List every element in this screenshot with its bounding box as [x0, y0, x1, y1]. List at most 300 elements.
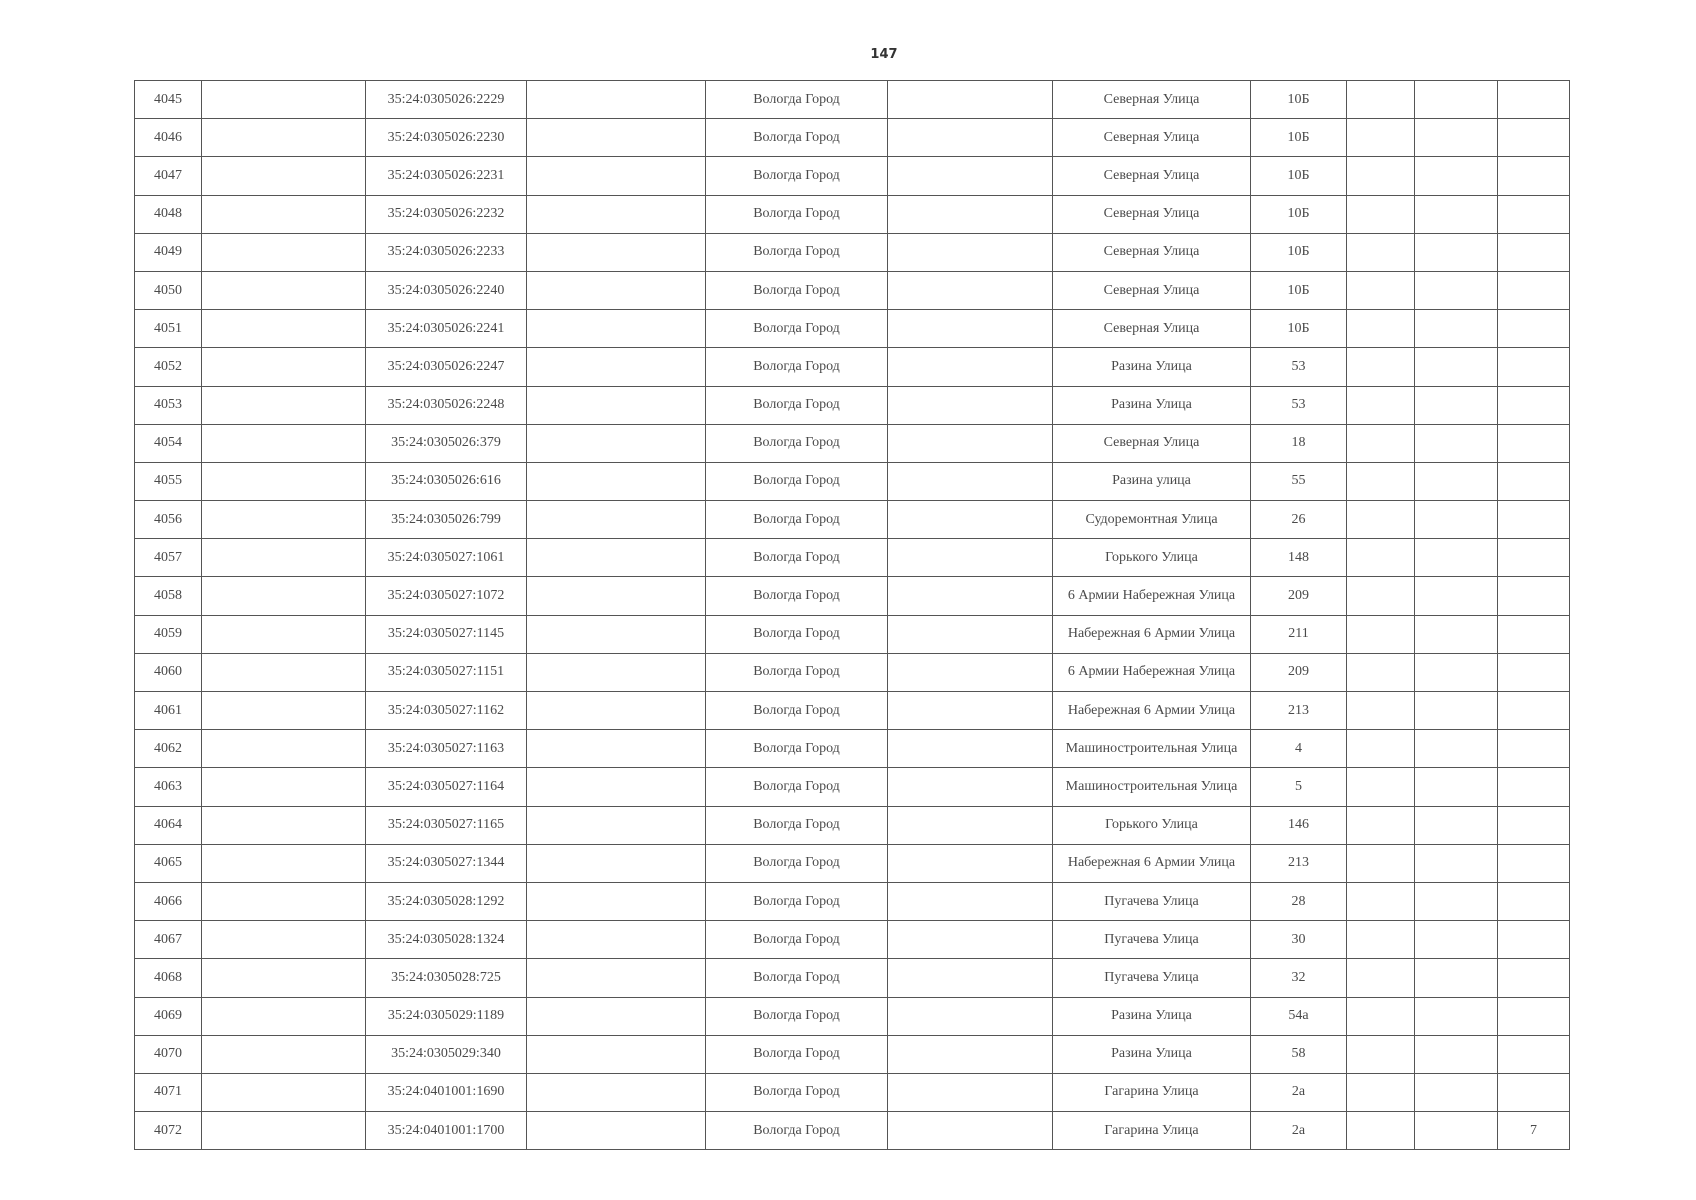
cadastral-number-cell: 35:24:0401001:1700: [366, 1112, 527, 1150]
empty-cell: [888, 1073, 1053, 1111]
empty-cell: [1347, 539, 1415, 577]
city-cell: Вологда Город: [706, 1035, 888, 1073]
empty-cell: [888, 348, 1053, 386]
empty-cell: [1347, 806, 1415, 844]
empty-cell: [202, 577, 366, 615]
cadastral-number-cell: 35:24:0305027:1163: [366, 730, 527, 768]
empty-cell: [202, 768, 366, 806]
street-cell: Северная Улица: [1053, 81, 1251, 119]
empty-cell: [1347, 615, 1415, 653]
house-number-cell: 28: [1251, 882, 1347, 920]
empty-cell: [527, 348, 706, 386]
empty-cell: [527, 195, 706, 233]
empty-cell: [527, 921, 706, 959]
empty-cell: [888, 233, 1053, 271]
empty-cell: [888, 81, 1053, 119]
empty-cell: [1347, 271, 1415, 309]
empty-cell: [1415, 119, 1498, 157]
street-cell: Пугачева Улица: [1053, 882, 1251, 920]
empty-cell: [527, 424, 706, 462]
empty-cell: [888, 577, 1053, 615]
house-number-cell: 213: [1251, 844, 1347, 882]
empty-cell: [202, 81, 366, 119]
empty-cell: [202, 844, 366, 882]
row-number-cell: 4055: [135, 462, 202, 500]
empty-cell: [1347, 921, 1415, 959]
house-number-cell: 213: [1251, 692, 1347, 730]
row-number-cell: 4049: [135, 233, 202, 271]
house-number-cell: 26: [1251, 501, 1347, 539]
empty-cell: [1415, 692, 1498, 730]
extra-value-cell: [1498, 1073, 1570, 1111]
empty-cell: [1347, 310, 1415, 348]
empty-cell: [527, 768, 706, 806]
table-row: [135, 233, 1570, 271]
city-cell: Вологда Город: [706, 768, 888, 806]
extra-value-cell: [1498, 386, 1570, 424]
table-row: [135, 1112, 1570, 1150]
street-cell: Северная Улица: [1053, 195, 1251, 233]
cadastral-number-cell: 35:24:0305028:1292: [366, 882, 527, 920]
cadastral-number-cell: 35:24:0305026:2241: [366, 310, 527, 348]
cadastral-number-cell: 35:24:0305026:2229: [366, 81, 527, 119]
empty-cell: [1347, 997, 1415, 1035]
table-row: [135, 997, 1570, 1035]
empty-cell: [202, 501, 366, 539]
empty-cell: [888, 386, 1053, 424]
table-row: [135, 501, 1570, 539]
empty-cell: [202, 539, 366, 577]
city-cell: Вологда Город: [706, 271, 888, 309]
empty-cell: [527, 271, 706, 309]
house-number-cell: 2а: [1251, 1073, 1347, 1111]
extra-value-cell: [1498, 997, 1570, 1035]
empty-cell: [888, 157, 1053, 195]
empty-cell: [888, 806, 1053, 844]
cadastral-number-cell: 35:24:0305027:1151: [366, 653, 527, 691]
cadastral-number-cell: 35:24:0305027:1162: [366, 692, 527, 730]
house-number-cell: 209: [1251, 653, 1347, 691]
empty-cell: [527, 997, 706, 1035]
city-cell: Вологда Город: [706, 386, 888, 424]
empty-cell: [1347, 81, 1415, 119]
empty-cell: [888, 959, 1053, 997]
street-cell: Разина Улица: [1053, 1035, 1251, 1073]
extra-value-cell: [1498, 157, 1570, 195]
cadastral-number-cell: 35:24:0305026:379: [366, 424, 527, 462]
street-cell: 6 Армии Набережная Улица: [1053, 653, 1251, 691]
cadastral-number-cell: 35:24:0305026:2247: [366, 348, 527, 386]
empty-cell: [1415, 768, 1498, 806]
empty-cell: [202, 615, 366, 653]
extra-value-cell: [1498, 233, 1570, 271]
empty-cell: [1415, 348, 1498, 386]
table-row: [135, 615, 1570, 653]
empty-cell: [1347, 424, 1415, 462]
street-cell: Пугачева Улица: [1053, 921, 1251, 959]
empty-cell: [1347, 653, 1415, 691]
row-number-cell: 4052: [135, 348, 202, 386]
empty-cell: [202, 462, 366, 500]
cadastral-number-cell: 35:24:0305026:616: [366, 462, 527, 500]
row-number-cell: 4059: [135, 615, 202, 653]
empty-cell: [1347, 1112, 1415, 1150]
extra-value-cell: [1498, 577, 1570, 615]
extra-value-cell: [1498, 806, 1570, 844]
city-cell: Вологда Город: [706, 921, 888, 959]
empty-cell: [202, 692, 366, 730]
table-row: [135, 157, 1570, 195]
cadastral-number-cell: 35:24:0401001:1690: [366, 1073, 527, 1111]
empty-cell: [527, 119, 706, 157]
empty-cell: [527, 1073, 706, 1111]
empty-cell: [1415, 997, 1498, 1035]
empty-cell: [1347, 692, 1415, 730]
empty-cell: [202, 997, 366, 1035]
empty-cell: [888, 844, 1053, 882]
cadastral-number-cell: 35:24:0305027:1061: [366, 539, 527, 577]
city-cell: Вологда Город: [706, 615, 888, 653]
row-number-cell: 4053: [135, 386, 202, 424]
table-row: [135, 119, 1570, 157]
extra-value-cell: [1498, 424, 1570, 462]
house-number-cell: 211: [1251, 615, 1347, 653]
empty-cell: [202, 1073, 366, 1111]
cadastral-number-cell: 35:24:0305027:1072: [366, 577, 527, 615]
table-row: [135, 195, 1570, 233]
empty-cell: [1347, 233, 1415, 271]
extra-value-cell: [1498, 1035, 1570, 1073]
empty-cell: [1347, 195, 1415, 233]
empty-cell: [202, 730, 366, 768]
cadastral-number-cell: 35:24:0305026:2230: [366, 119, 527, 157]
empty-cell: [527, 81, 706, 119]
extra-value-cell: [1498, 501, 1570, 539]
street-cell: Северная Улица: [1053, 310, 1251, 348]
empty-cell: [202, 882, 366, 920]
house-number-cell: 10Б: [1251, 310, 1347, 348]
street-cell: Машиностроительная Улица: [1053, 768, 1251, 806]
house-number-cell: 58: [1251, 1035, 1347, 1073]
empty-cell: [1415, 653, 1498, 691]
empty-cell: [527, 615, 706, 653]
house-number-cell: 32: [1251, 959, 1347, 997]
empty-cell: [202, 1112, 366, 1150]
empty-cell: [527, 539, 706, 577]
empty-cell: [202, 921, 366, 959]
city-cell: Вологда Город: [706, 81, 888, 119]
empty-cell: [202, 1035, 366, 1073]
house-number-cell: 209: [1251, 577, 1347, 615]
extra-value-cell: [1498, 844, 1570, 882]
city-cell: Вологда Город: [706, 462, 888, 500]
street-cell: Разина Улица: [1053, 386, 1251, 424]
table-row: [135, 462, 1570, 500]
cadastral-number-cell: 35:24:0305029:340: [366, 1035, 527, 1073]
empty-cell: [888, 768, 1053, 806]
empty-cell: [1415, 233, 1498, 271]
extra-value-cell: [1498, 615, 1570, 653]
empty-cell: [1415, 81, 1498, 119]
city-cell: Вологда Город: [706, 310, 888, 348]
city-cell: Вологда Город: [706, 1073, 888, 1111]
extra-value-cell: [1498, 271, 1570, 309]
street-cell: Машиностроительная Улица: [1053, 730, 1251, 768]
house-number-cell: 54а: [1251, 997, 1347, 1035]
empty-cell: [1347, 959, 1415, 997]
empty-cell: [202, 233, 366, 271]
house-number-cell: 10Б: [1251, 233, 1347, 271]
empty-cell: [888, 424, 1053, 462]
empty-cell: [202, 959, 366, 997]
empty-cell: [1415, 310, 1498, 348]
row-number-cell: 4071: [135, 1073, 202, 1111]
empty-cell: [527, 577, 706, 615]
row-number-cell: 4068: [135, 959, 202, 997]
empty-cell: [202, 653, 366, 691]
empty-cell: [888, 921, 1053, 959]
street-cell: Северная Улица: [1053, 424, 1251, 462]
empty-cell: [888, 501, 1053, 539]
extra-value-cell: [1498, 692, 1570, 730]
empty-cell: [527, 959, 706, 997]
extra-value-cell: [1498, 462, 1570, 500]
empty-cell: [202, 157, 366, 195]
empty-cell: [1415, 539, 1498, 577]
page-number: 147: [870, 47, 898, 62]
table-row: [135, 577, 1570, 615]
table-row: [135, 768, 1570, 806]
cadastral-number-cell: 35:24:0305027:1344: [366, 844, 527, 882]
cadastral-number-cell: 35:24:0305028:725: [366, 959, 527, 997]
table-row: [135, 882, 1570, 920]
row-number-cell: 4047: [135, 157, 202, 195]
table-row: [135, 271, 1570, 309]
house-number-cell: 10Б: [1251, 119, 1347, 157]
city-cell: Вологда Город: [706, 882, 888, 920]
table-row: [135, 539, 1570, 577]
empty-cell: [1347, 844, 1415, 882]
empty-cell: [1347, 386, 1415, 424]
city-cell: Вологда Город: [706, 119, 888, 157]
empty-cell: [1347, 462, 1415, 500]
empty-cell: [888, 310, 1053, 348]
row-number-cell: 4046: [135, 119, 202, 157]
street-cell: Горького Улица: [1053, 539, 1251, 577]
row-number-cell: 4063: [135, 768, 202, 806]
empty-cell: [202, 195, 366, 233]
house-number-cell: 148: [1251, 539, 1347, 577]
extra-value-cell: [1498, 653, 1570, 691]
table-row: [135, 348, 1570, 386]
cadastral-number-cell: 35:24:0305026:2248: [366, 386, 527, 424]
row-number-cell: 4069: [135, 997, 202, 1035]
empty-cell: [1415, 844, 1498, 882]
extra-value-cell: [1498, 730, 1570, 768]
empty-cell: [527, 882, 706, 920]
street-cell: 6 Армии Набережная Улица: [1053, 577, 1251, 615]
city-cell: Вологда Город: [706, 539, 888, 577]
empty-cell: [527, 806, 706, 844]
street-cell: Гагарина Улица: [1053, 1112, 1251, 1150]
city-cell: Вологда Город: [706, 424, 888, 462]
property-registry-table: [134, 80, 1570, 1150]
empty-cell: [202, 806, 366, 844]
city-cell: Вологда Город: [706, 195, 888, 233]
empty-cell: [888, 997, 1053, 1035]
row-number-cell: 4051: [135, 310, 202, 348]
empty-cell: [1347, 882, 1415, 920]
city-cell: Вологда Город: [706, 844, 888, 882]
empty-cell: [1347, 768, 1415, 806]
empty-cell: [202, 348, 366, 386]
empty-cell: [888, 271, 1053, 309]
row-number-cell: 4067: [135, 921, 202, 959]
empty-cell: [1347, 501, 1415, 539]
house-number-cell: 53: [1251, 348, 1347, 386]
house-number-cell: 5: [1251, 768, 1347, 806]
empty-cell: [202, 119, 366, 157]
cadastral-number-cell: 35:24:0305027:1165: [366, 806, 527, 844]
empty-cell: [1415, 157, 1498, 195]
empty-cell: [1347, 1035, 1415, 1073]
table-row: [135, 386, 1570, 424]
cadastral-number-cell: 35:24:0305027:1164: [366, 768, 527, 806]
house-number-cell: 2а: [1251, 1112, 1347, 1150]
empty-cell: [888, 539, 1053, 577]
empty-cell: [1415, 1073, 1498, 1111]
table-row: [135, 310, 1570, 348]
street-cell: Разина улица: [1053, 462, 1251, 500]
street-cell: Судоремонтная Улица: [1053, 501, 1251, 539]
table-row: [135, 692, 1570, 730]
house-number-cell: 10Б: [1251, 81, 1347, 119]
table-row: [135, 806, 1570, 844]
empty-cell: [888, 1112, 1053, 1150]
empty-cell: [1415, 1112, 1498, 1150]
row-number-cell: 4072: [135, 1112, 202, 1150]
table-row: [135, 844, 1570, 882]
table-row: [135, 1073, 1570, 1111]
city-cell: Вологда Город: [706, 348, 888, 386]
extra-value-cell: [1498, 921, 1570, 959]
street-cell: Набережная 6 Армии Улица: [1053, 692, 1251, 730]
city-cell: Вологда Город: [706, 653, 888, 691]
extra-value-cell: [1498, 310, 1570, 348]
extra-value-cell: [1498, 119, 1570, 157]
empty-cell: [202, 310, 366, 348]
empty-cell: [527, 386, 706, 424]
empty-cell: [527, 844, 706, 882]
row-number-cell: 4050: [135, 271, 202, 309]
empty-cell: [1415, 424, 1498, 462]
table-row: [135, 921, 1570, 959]
row-number-cell: 4065: [135, 844, 202, 882]
row-number-cell: 4064: [135, 806, 202, 844]
street-cell: Северная Улица: [1053, 157, 1251, 195]
cadastral-number-cell: 35:24:0305029:1189: [366, 997, 527, 1035]
table-row: [135, 653, 1570, 691]
empty-cell: [888, 692, 1053, 730]
city-cell: Вологда Город: [706, 157, 888, 195]
empty-cell: [527, 730, 706, 768]
empty-cell: [527, 1035, 706, 1073]
city-cell: Вологда Город: [706, 959, 888, 997]
city-cell: Вологда Город: [706, 730, 888, 768]
city-cell: Вологда Город: [706, 806, 888, 844]
cadastral-number-cell: 35:24:0305026:2231: [366, 157, 527, 195]
table-row: [135, 1035, 1570, 1073]
empty-cell: [1415, 806, 1498, 844]
street-cell: Горького Улица: [1053, 806, 1251, 844]
empty-cell: [527, 157, 706, 195]
table-body: [135, 81, 1570, 1150]
empty-cell: [1415, 195, 1498, 233]
city-cell: Вологда Город: [706, 233, 888, 271]
house-number-cell: 10Б: [1251, 157, 1347, 195]
city-cell: Вологда Город: [706, 501, 888, 539]
empty-cell: [888, 462, 1053, 500]
empty-cell: [1347, 577, 1415, 615]
extra-value-cell: 7: [1498, 1112, 1570, 1150]
empty-cell: [527, 233, 706, 271]
house-number-cell: 10Б: [1251, 195, 1347, 233]
row-number-cell: 4045: [135, 81, 202, 119]
extra-value-cell: [1498, 348, 1570, 386]
empty-cell: [888, 730, 1053, 768]
street-cell: Пугачева Улица: [1053, 959, 1251, 997]
empty-cell: [888, 195, 1053, 233]
empty-cell: [888, 882, 1053, 920]
table-row: [135, 424, 1570, 462]
empty-cell: [1415, 615, 1498, 653]
empty-cell: [1415, 577, 1498, 615]
house-number-cell: 18: [1251, 424, 1347, 462]
city-cell: Вологда Город: [706, 997, 888, 1035]
house-number-cell: 53: [1251, 386, 1347, 424]
empty-cell: [888, 1035, 1053, 1073]
row-number-cell: 4062: [135, 730, 202, 768]
empty-cell: [888, 615, 1053, 653]
empty-cell: [1347, 157, 1415, 195]
empty-cell: [202, 271, 366, 309]
empty-cell: [1415, 882, 1498, 920]
empty-cell: [1347, 348, 1415, 386]
row-number-cell: 4060: [135, 653, 202, 691]
house-number-cell: 4: [1251, 730, 1347, 768]
city-cell: Вологда Город: [706, 692, 888, 730]
street-cell: Набережная 6 Армии Улица: [1053, 615, 1251, 653]
empty-cell: [202, 386, 366, 424]
extra-value-cell: [1498, 882, 1570, 920]
empty-cell: [1415, 271, 1498, 309]
extra-value-cell: [1498, 195, 1570, 233]
empty-cell: [1415, 1035, 1498, 1073]
empty-cell: [1347, 1073, 1415, 1111]
row-number-cell: 4057: [135, 539, 202, 577]
house-number-cell: 55: [1251, 462, 1347, 500]
cadastral-number-cell: 35:24:0305028:1324: [366, 921, 527, 959]
row-number-cell: 4048: [135, 195, 202, 233]
row-number-cell: 4066: [135, 882, 202, 920]
row-number-cell: 4058: [135, 577, 202, 615]
street-cell: Гагарина Улица: [1053, 1073, 1251, 1111]
extra-value-cell: [1498, 81, 1570, 119]
empty-cell: [1415, 386, 1498, 424]
house-number-cell: 30: [1251, 921, 1347, 959]
extra-value-cell: [1498, 959, 1570, 997]
street-cell: Разина Улица: [1053, 348, 1251, 386]
